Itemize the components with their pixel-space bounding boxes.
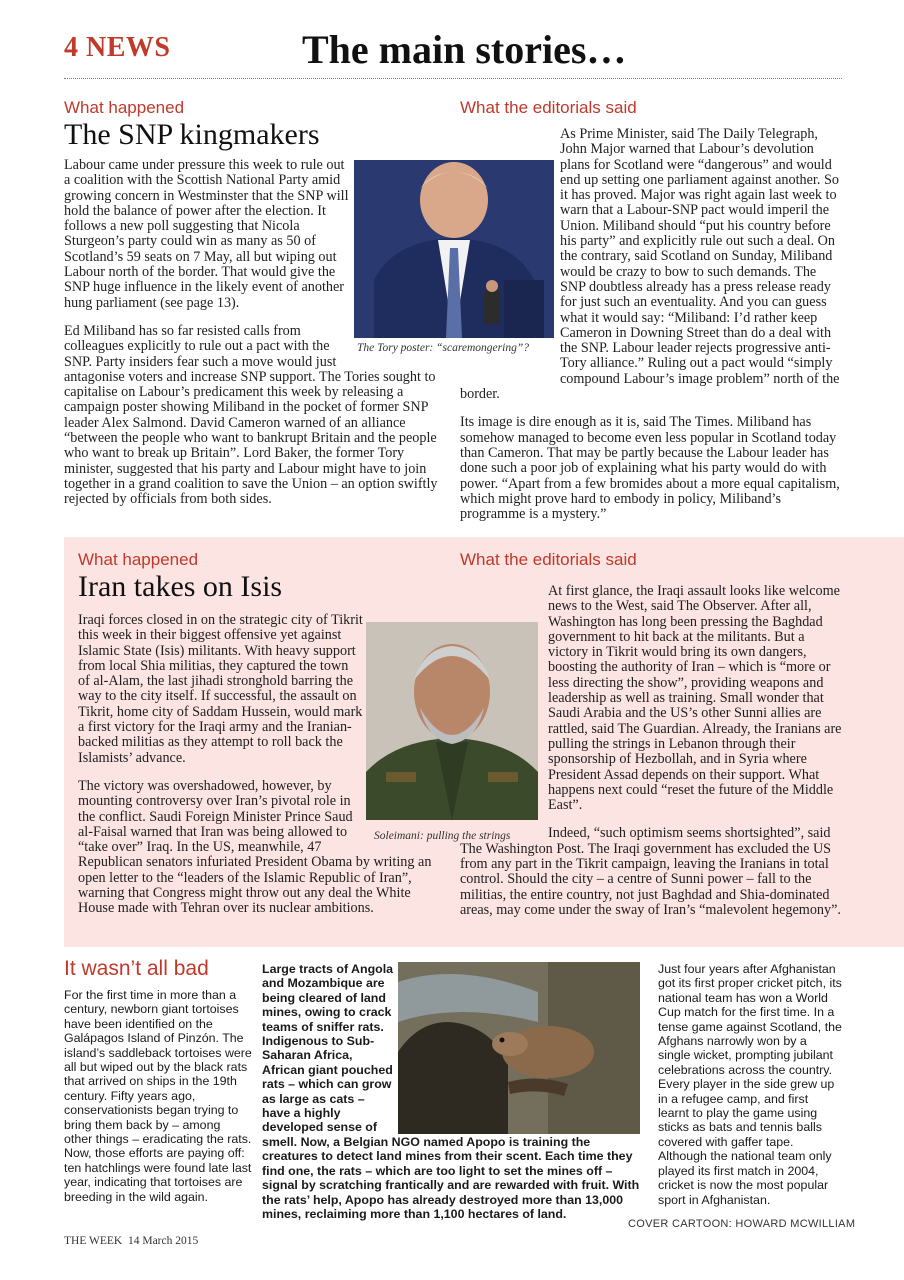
iran-editorials-kicker: What the editorials said	[460, 550, 637, 569]
snp-headline: The SNP kingmakers	[64, 118, 320, 151]
iran-caption: Soleimani: pulling the strings	[374, 830, 511, 842]
iran-editorial-2: Indeed, “such optimism seems shortsighted”, said The Washington Post. The Iraqi government has excluded the US from any part in the Tikrit campaign, leaving the Iranians in total control. Should the city – a centre of Sunni power – fall to the militias, the entire country, not just Baghdad and Shia-dominated areas, may come under the sway of Iran’s “malevolent hegemony”.	[460, 825, 841, 918]
page-title: The main stories…	[302, 27, 627, 72]
section-label: 4 NEWS	[64, 32, 171, 63]
iran-editorial-1: At first glance, the Iraqi assault looks like welcome news to the West, said The Observer. After all, Washington has long been pressing the Baghdad government to hit back at the militants. But a victory in Tikrit would bring its own dangers, boosting the authority of Iran – which is “more or less directing the show”, providing weapons and leadership as well as training. Small wonder that Saudi Arabia and the US’s other Sunni allies are rattled, said The Guardian. Already, the Iranians are pulling the strings in Lebanon through their sponsorship of Hezbollah, and in Syria where President Assad depends on their support. What happens next could “reset the future of the Middle East”.	[548, 583, 842, 814]
snp-editorials-kicker: What the editorials said	[460, 98, 637, 117]
cricket-story: Just four years after Afghanistan got its first proper cricket pitch, its national team has won a World Cup match for the first time. In a tense game against Scotland, the Afghans narrowly won by a single wicket, prompting jubilant celebrations across the country. Every player in the side grew up in a refugee camp, and first learnt to play the game using sticks as bats and tennis balls covered with gaffer tape. Although the national team only played its first match in 2004, cricket is now the most popular sport in Afghanistan.	[658, 962, 842, 1207]
header-divider	[64, 78, 842, 79]
snp-editorial-2: Its image is dire enough as it is, said The Times. Miliband has somehow managed to become even less popular in Scotland today than Cameron. That may be partly because the Labour leader has done such a poor job of explaining what his party would do with power. “Apart from a few bromides about a more equal capitalism, which might prove hard to embody in policy, Miliband’s programme is a mystery.”	[460, 414, 840, 523]
iran-para-2: The victory was overshadowed, however, by mounting controversy over Iran’s pivotal role in the conflict. Saudi Foreign Minister Prince Saud al-Faisal warned that Iran was being allowed to “take over” Iraq. In the US, meanwhile, 47 Republican senators infuriated President Obama by writing an open letter to the “leaders of the Islamic Republic of Iran”, warning that Congress might throw out any deal the White House made with Tehran over its nuclear ambitions.	[78, 777, 432, 917]
iran-editorials-body	[460, 584, 842, 934]
snp-caption: The Tory poster: “scaremongering”?	[357, 342, 529, 354]
iran-kicker: What happened	[78, 550, 199, 569]
iran-para-1: Iraqi forces closed in on the strategic city of Tikrit this week in their biggest offensive yet against Islamic State (Isis) militants. With heavy support from local Shia militias, they captured the town of al-Alam, the last jihadi stronghold barring the way to the city itself. If successful, the assault on Tikrit, home city of Saddam Hussein, would mark a first victory for the Iraqi army and the Iranian-backed militias as they attempt to roll back the Islamists’ advance.	[78, 612, 363, 766]
cover-credit: COVER CARTOON: HOWARD MCWILLIAM	[628, 1218, 856, 1230]
tortoise-story: For the first time in more than a century, newborn giant tortoises have been identified on the Galápagos Island of Pinzón. The island’s saddleback tortoises were all but wiped out by the black rats that arrived on ships in the 19th century. Fifty years ago, conservationists began trying to bring them back by – among other things – eradicating the rats. Now, those efforts are paying off: ten hatchlings were found late last year, indicating that tortoises are breeding in the wild again.	[64, 988, 252, 1204]
snp-editorials-body	[460, 127, 842, 527]
iran-headline: Iran takes on Isis	[78, 570, 283, 603]
snp-kicker: What happened	[64, 98, 185, 117]
sniffer-rat-photo	[398, 962, 640, 1134]
snp-para-2: Ed Miliband has so far resisted calls from colleagues explicitly to rule out a pact with the SNP. Party insiders fear such a move would just antagonise voters and increase SNP support. The Tories sought to capitalise on Labour’s predicament this week by releasing a campaign poster showing Miliband in the pocket of former SNP leader Alex Salmond. David Cameron warned of an alliance “between the people who want to bankrupt Britain and the people who want to break up Britain”. Lord Baker, the former Tory minister, suggested that his party and Labour might have to join together in a grand coalition to save the Union – an option swiftly rejected by officials from both sides.	[64, 322, 438, 508]
rats-story-text: Large tracts of Angola and Mozambique are being cleared of land mines, owing to crack teams of sniffer rats. Indigenous to Sub-Saharan Africa, African giant pouched rats – which can grow as large as cats – have a highly developed sense of smell. Now, a Belgian NGO named Apopo is training the creatures to detect land mines from their scent. Each time they find one, the rats – which are too light to set the mines off – signal by scratching frantically and are rewarded with fruit. With the rats’ help, Apopo has already destroyed more than 13,000 mines, reclaiming more than 1,100 hectares of land.	[262, 962, 640, 1221]
issue-footer: THE WEEK 14 March 2015	[64, 1235, 199, 1247]
rat-illustration	[398, 962, 640, 1134]
snp-editorial-1: As Prime Minister, said The Daily Telegraph, John Major warned that Labour’s devolution plans for Scotland were “dangerous” and would end up setting one parliament against another. So it has proved. Major was right again last week to warn that a Labour-SNP pact would imperil the Union. Miliband should “put his country before his party” and explicitly rule out such a deal. On the contrary, said Scotland on Sunday, Miliband would be crazy to bow to such demands. The SNP doubtless already has a press release ready for just such an eventuality. And you can guess what it would say: “Miliband: I’d rather keep Cameron in Downing Street than do a deal with the SNP. Labour leader rejects progressive anti-Tory alliance.” Ruling out a pact would “simply compound Labour’s image problem” north of the border.	[460, 126, 840, 403]
good-news-heading: It wasn’t all bad	[64, 957, 209, 980]
snp-para-1: Labour came under pressure this week to rule out a coalition with the Scottish National Party amid growing concern in Westminster that the SNP will hold the balance of power after the election. It follows a new poll suggesting that Nicola Sturgeon’s party could win as many as 50 of Scotland’s 59 seats on 7 May, all but wiping out Labour north of the border. That would give the SNP huge influence in the likely event of another hung parliament (see page 13).	[64, 157, 349, 311]
